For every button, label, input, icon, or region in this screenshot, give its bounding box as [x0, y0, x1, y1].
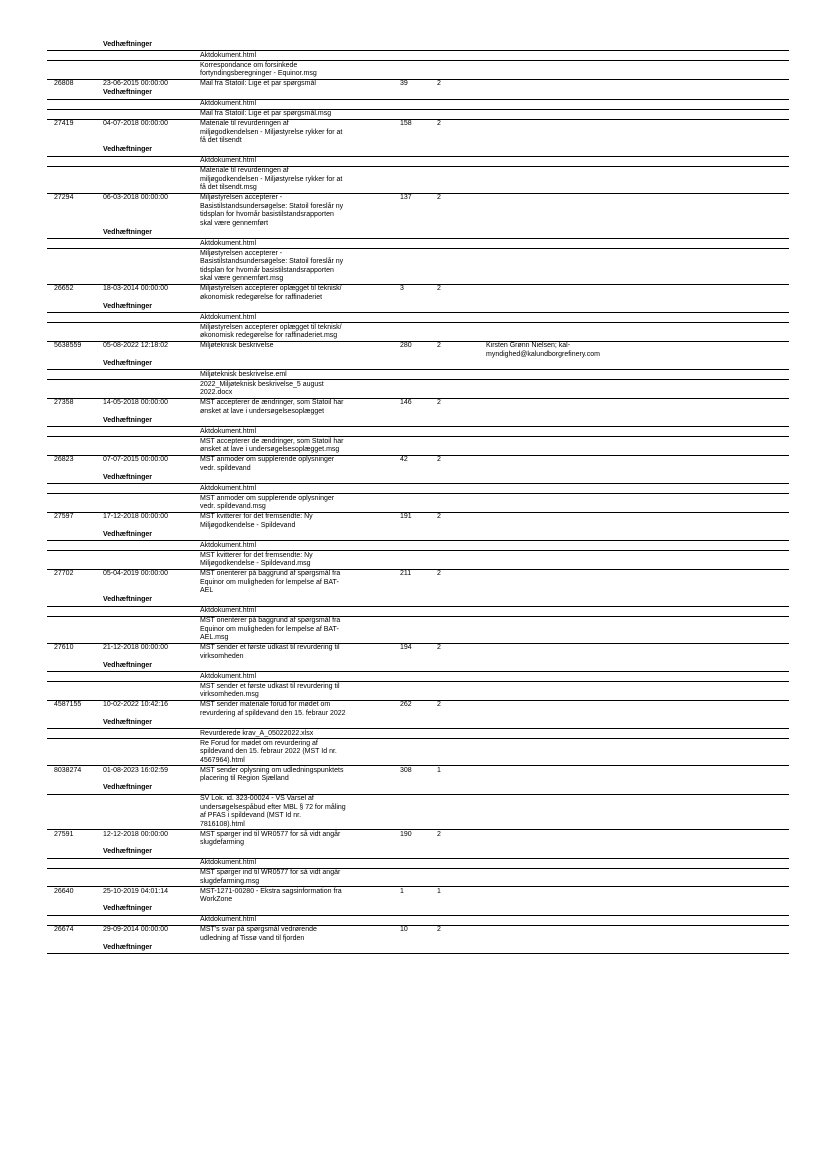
document-title: Miljøstyrelsen accepterer - Basistilstandsundersøgelse: Statoil foreslår ny tidsplan for hvornår basistilstandsrapporten skal være gennemført [200, 194, 344, 227]
document-date: 14-05-2018 00:00:00 [103, 399, 168, 406]
attachment-row [47, 379, 789, 399]
document-date: 10-02-2022 10:42:16 [103, 701, 168, 708]
attachment-filename: Aktdokument.html [200, 157, 257, 164]
attachments-label: Vedhæftninger [103, 473, 153, 481]
document-pages: 308 [400, 766, 412, 774]
attachment-filename: Aktdokument.html [200, 484, 257, 492]
document-date: 01-08-2023 16:02:59 [103, 766, 168, 774]
attachments-label-row [47, 943, 789, 953]
document-row [47, 886, 789, 906]
attachments-label: Vedhæftninger [103, 530, 153, 538]
attachment-row [47, 794, 789, 831]
table-bottom-rule [47, 953, 789, 954]
attachments-label: Vedhæftninger [103, 416, 153, 424]
document-title: MST sender oplysning om udledningspunktets placering til Region Sjælland [200, 766, 344, 782]
attachments-label-row [47, 530, 789, 540]
attachments-label: Vedhæftninger [103, 784, 153, 791]
attachments-label: Vedhæftninger [103, 943, 153, 951]
attachment-filename: Aktdokument.html [200, 859, 257, 866]
document-count: 2 [437, 570, 441, 577]
document-title: MST anmoder om supplerende oplysninger vedr. spildevand [200, 456, 335, 472]
document-id: 26652 [54, 285, 74, 292]
document-count: 1 [437, 887, 441, 895]
document-row [47, 700, 789, 720]
document-row [47, 119, 789, 147]
document-title: MST's svar på spørgsmål vedrørende udledning af Tissø vand til fjorden [200, 926, 317, 942]
attachment-filename: MST spørger ind til WR0577 for så vidt angår slugdefarming.msg [200, 869, 341, 885]
attachments-label: Vedhæftninger [103, 905, 153, 912]
attachments-label-row [47, 89, 789, 99]
document-date: 29-09-2014 00:00:00 [103, 926, 168, 933]
attachment-filename: Aktdokument.html [200, 427, 257, 435]
document-title: MST sender et første udkast til revurdering til virksomheden [200, 644, 340, 660]
document-title: MST kvitterer for det fremsendte: Ny Miljøgodkendelse - Spildevand [200, 513, 313, 529]
attachments-label: Vedhæftninger [103, 848, 153, 855]
document-row [47, 455, 789, 475]
document-title: MST spørger ind til WR0577 for så vidt angår slugdefarming [200, 830, 341, 846]
attachment-filename: MST accepterer de ændringer, som Statoil har ønsket at lave i undersøgelsesoplægget.msg [200, 437, 344, 453]
document-row [47, 829, 789, 849]
attachment-row [47, 868, 789, 888]
attachments-label: Vedhæftninger [103, 228, 153, 236]
attachment-filename: Miljøteknisk beskrivelse.eml [200, 370, 287, 378]
attachment-filename: Aktdokument.html [200, 51, 257, 59]
document-date: 06-03-2018 00:00:00 [103, 194, 168, 201]
attachment-row [47, 681, 789, 701]
attachments-label-row [47, 146, 789, 156]
attachments-label: Vedhæftninger [103, 302, 153, 310]
attachment-filename: SV Lok. id. 323-00024 - VS Varsel af undersøgelsespåbud efter MBL § 72 for måling af PFAS i spildevand (MST Id nr. 7816108).html [200, 795, 346, 828]
document-pages: 191 [400, 513, 412, 520]
attachment-row [47, 550, 789, 570]
attachment-row [47, 493, 789, 513]
document-count: 2 [437, 644, 441, 651]
attachments-label-row [47, 905, 789, 915]
document-date: 18-03-2014 00:00:00 [103, 285, 168, 292]
document-date: 05-04-2019 00:00:00 [103, 570, 168, 577]
attachments-label: Vedhæftninger [103, 359, 153, 367]
attachment-filename: Aktdokument.html [200, 239, 257, 247]
attachment-filename: Miljøstyrelsen accepterer - Basistilstandsundersøgelse: Statoil foreslår ny tidsplan for hvornår basistilstandsrapporten skal være gennemført.msg [200, 249, 344, 282]
document-date: 17-12-2018 00:00:00 [103, 513, 168, 520]
attachments-label-row [47, 359, 789, 369]
attachments-label-row [47, 596, 789, 606]
document-row [47, 193, 789, 230]
document-title: MST orienterer på baggrund af spørgsmål fra Equinor om muligheden for lempelse af BAT- AEL [200, 570, 341, 594]
attachment-filename: Korrespondance om forsinkede fortyndingsberegninger - Equinor.msg [200, 61, 317, 77]
attachment-filename: Aktdokument.html [200, 607, 257, 614]
document-count: 2 [437, 194, 441, 201]
attachment-filename: Re Forud for mødet om revurdering af spildevand den 15. febraur 2022 (MST Id nr. 4567964).html [200, 739, 337, 764]
document-count: 2 [437, 926, 441, 933]
document-date: 05-08-2022 12:18:02 [103, 342, 168, 349]
document-row [47, 569, 789, 597]
document-title: MST accepterer de ændringer, som Statoil har ønsket at lave i undersøgelsesoplægget [200, 399, 344, 415]
document-recipient: Kirsten Grønn Nielsen; kal- myndighed@kalundborgrefinery.com [486, 342, 600, 358]
attachments-label-row [47, 228, 789, 238]
document-pages: 42 [400, 456, 408, 463]
attachments-label: Vedhæftninger [103, 40, 153, 48]
document-id: 27702 [54, 570, 74, 577]
attachment-row [47, 166, 789, 194]
document-id: 27419 [54, 120, 74, 127]
document-pages: 280 [400, 342, 412, 349]
document-count: 2 [437, 120, 441, 127]
attachments-label: Vedhæftninger [103, 146, 153, 153]
document-pages: 137 [400, 194, 412, 201]
document-id: 26640 [54, 887, 74, 895]
document-row [47, 925, 789, 945]
document-id: 27591 [54, 830, 74, 838]
document-id: 27294 [54, 194, 74, 201]
document-count: 2 [437, 701, 441, 708]
document-count: 2 [437, 513, 441, 520]
attachment-filename: Aktdokument.html [200, 313, 257, 321]
attachment-filename: Miljøstyrelsen accepterer oplægget til teknisk/ økonomisk redegørelse for raffinaderiet.msg [200, 323, 342, 339]
attachments-label: Vedhæftninger [103, 596, 153, 603]
document-pages: 146 [400, 399, 412, 406]
attachments-label: Vedhæftninger [103, 718, 153, 726]
document-pages: 1 [400, 887, 404, 895]
document-date: 25-10-2019 04:01:14 [103, 887, 168, 895]
document-id: 27358 [54, 399, 74, 406]
attachment-filename: Aktdokument.html [200, 100, 257, 107]
document-title: Mail fra Statoil: Lige et par spørgsmål [200, 80, 316, 87]
document-count: 2 [437, 80, 441, 87]
document-title: Miljøstyrelsen accepterer oplægget til teknisk/ økonomisk redegørelse for raffinaderiet [200, 285, 342, 301]
attachment-row [47, 322, 789, 342]
document-row [47, 398, 789, 418]
document-title: MST sender materiale forud for mødet om revurdering af spildevand den 15. febraur 2022 [200, 701, 346, 717]
attachment-filename: MST anmoder om supplerende oplysninger vedr. spildevand.msg [200, 494, 335, 510]
document-pages: 10 [400, 926, 408, 933]
document-pages: 194 [400, 644, 412, 651]
document-row [47, 284, 789, 304]
attachment-filename: Materiale til revurderingen af miljøgodkendelsen - Miljøstyrelse rykker for at få det tilsendt.msg [200, 167, 343, 191]
attachments-label-row [47, 848, 789, 858]
document-row [47, 512, 789, 532]
document-pages: 158 [400, 120, 412, 127]
document-id: 27597 [54, 513, 74, 520]
attachment-row [47, 616, 789, 644]
document-count: 2 [437, 830, 441, 838]
document-pages: 39 [400, 80, 408, 87]
document-id: 8038274 [54, 766, 82, 774]
document-pages: 3 [400, 285, 404, 292]
attachments-label-row [47, 473, 789, 483]
attachment-filename: Mail fra Statoil: Lige et par spørgsmål.msg [200, 110, 332, 117]
attachment-row [47, 248, 789, 285]
document-count: 2 [437, 456, 441, 463]
document-id: 26808 [54, 80, 74, 87]
document-count: 1 [437, 766, 441, 774]
document-count: 2 [437, 285, 441, 292]
document-row [47, 341, 789, 361]
document-row [47, 765, 789, 785]
attachments-label: Vedhæftninger [103, 661, 153, 669]
document-date: 12-12-2018 00:00:00 [103, 830, 168, 838]
document-date: 07-07-2015 00:00:00 [103, 456, 168, 463]
attachment-filename: MST sender et første udkast til revurdering til virksomheden.msg [200, 682, 340, 698]
document-date: 04-07-2018 00:00:00 [103, 120, 168, 127]
attachment-filename: MST kvitterer for det fremsendte: Ny Miljøgodkendelse - Spildevand.msg [200, 551, 313, 567]
attachments-label-row [47, 661, 789, 671]
document-pages: 262 [400, 701, 412, 708]
document-count: 2 [437, 399, 441, 406]
attachments-label-row [47, 302, 789, 312]
attachment-row [47, 60, 789, 80]
document-date: 23-06-2015 00:00:00 [103, 80, 168, 87]
document-count: 2 [437, 342, 441, 349]
document-row [47, 643, 789, 663]
attachment-filename: Aktdokument.html [200, 916, 257, 923]
document-date: 21-12-2018 00:00:00 [103, 644, 168, 651]
attachments-label-row [47, 40, 789, 50]
attachments-label: Vedhæftninger [103, 89, 153, 96]
attachments-label-row [47, 784, 789, 794]
attachment-row [47, 738, 789, 766]
attachment-filename: Aktdokument.html [200, 541, 257, 549]
document-id: 26674 [54, 926, 74, 933]
attachment-filename: MST orienterer på baggrund af spørgsmål fra Equinor om muligheden for lempelse af BAT- AEL.msg [200, 617, 341, 641]
document-pages: 211 [400, 570, 412, 577]
attachments-label-row [47, 718, 789, 728]
document-id: 27610 [54, 644, 74, 651]
document-id: 5638559 [54, 342, 82, 349]
attachment-row [47, 436, 789, 456]
document-id: 26823 [54, 456, 74, 463]
document-pages: 190 [400, 830, 412, 838]
attachments-label-row [47, 416, 789, 426]
attachment-filename: 2022_Miljøteknisk beskrivelse_5 august 2022.docx [200, 380, 324, 396]
attachment-filename: Revurderede krav_A_05022022.xlsx [200, 729, 314, 737]
document-title: Miljøteknisk beskrivelse [200, 342, 274, 349]
attachment-filename: Aktdokument.html [200, 672, 257, 680]
document-title: Materiale til revurderingen af miljøgodkendelsen - Miljøstyrelse rykker for at få det tilsendt [200, 120, 343, 144]
document-id: 4587155 [54, 701, 82, 708]
document-title: MST-1271-00280 - Ekstra sagsinformation fra WorkZone [200, 887, 342, 903]
